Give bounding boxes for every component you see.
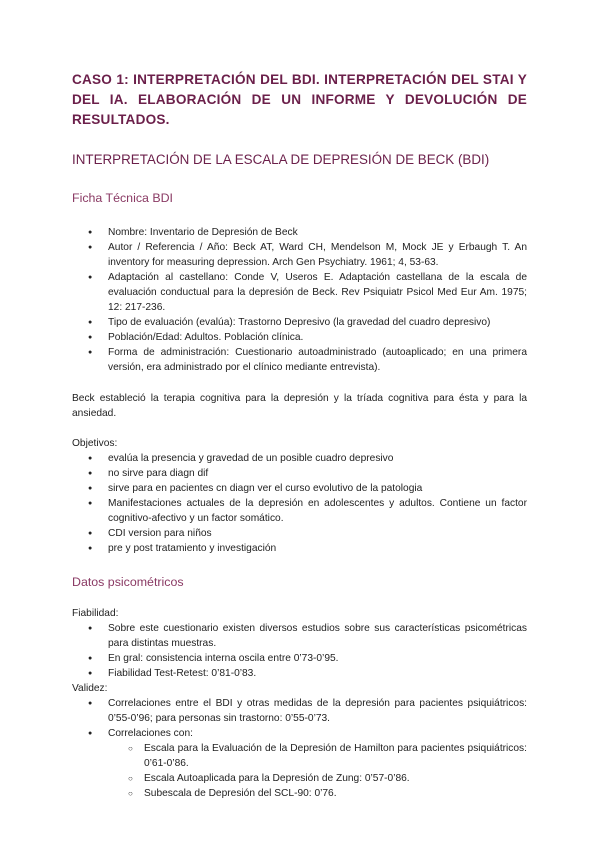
list-item: ● Nombre: Inventario de Depresión de Beck <box>72 225 527 240</box>
list-item: ● Población/Edad: Adultos. Población clínica. <box>72 330 527 345</box>
list-item: ● sirve para en pacientes cn diagn ver el curso evolutivo de la patologia <box>72 481 527 496</box>
objetivos-label: Objetivos: <box>72 438 118 449</box>
fiabilidad-list <box>72 621 527 681</box>
list-item: ● pre y post tratamiento y investigación <box>72 541 527 556</box>
list-item: ● CDI version para niños <box>72 526 527 541</box>
list-item: ● Correlaciones entre el BDI y otras medidas de la depresión para pacientes psiquiátricos: 0’55-0’96; para personas sin trastorno: 0’55-0’73. <box>72 696 527 726</box>
validez-label: Validez: <box>72 683 108 694</box>
beck-paragraph: Beck estableció la terapia cognitiva para la depresión y la tríada cognitiva para ésta y para la ansiedad. <box>72 393 527 419</box>
section-title: INTERPRETACIÓN DE LA ESCALA DE DEPRESIÓN DE BECK (BDI) <box>72 152 490 167</box>
case-title: CASO 1: INTERPRETACIÓN DEL BDI. INTERPRETACIÓN DEL STAI Y DEL IA. ELABORACIÓN DE UN INFORME Y DEVOLUCIÓN DE RESULTADOS. <box>72 72 527 127</box>
list-item: ● Correlaciones con: <box>72 726 527 741</box>
list-item: ● Tipo de evaluación (evalúa): Trastorno Depresivo (la gravedad del cuadro depresivo) <box>72 315 527 330</box>
list-item: ● Sobre este cuestionario existen diversos estudios sobre sus características psicométricas para distintas muestras. <box>72 621 527 651</box>
document-content <box>72 70 527 801</box>
list-item: ○ Escala para la Evaluación de la Depresión de Hamilton para pacientes psiquiátricos: 0’61-0’86. <box>72 741 527 771</box>
correlaciones-list <box>72 741 527 801</box>
list-item: ○ Subescala de Depresión del SCL-90: 0’76. <box>72 786 527 801</box>
list-item: ● En gral: consistencia interna oscila entre 0’73-0’95. <box>72 651 527 666</box>
list-item: ● evalúa la presencia y gravedad de un posible cuadro depresivo <box>72 451 527 466</box>
list-item: ● Fiabilidad Test-Retest: 0’81-0’83. <box>72 666 527 681</box>
ficha-heading: Ficha Técnica BDI <box>72 191 174 205</box>
list-item: ● Adaptación al castellano: Conde V, Useros E. Adaptación castellana de la escala de evaluación conductual para la depresión de Beck. Rev Psiquiatr Psicol Med Eur Am. 1975; 12: 217-236. <box>72 270 527 315</box>
list-item: ● Forma de administración: Cuestionario autoadministrado (autoaplicado; en una primera versión, era administrado por el clínico mediante entrevista). <box>72 345 527 375</box>
objetivos-list <box>72 451 527 556</box>
psico-heading: Datos psicométricos <box>72 575 184 589</box>
list-item: ● no sirve para diagn dif <box>72 466 527 481</box>
list-item: ● Manifestaciones actuales de la depresión en adolescentes y adultos. Contiene un factor cognitivo-afectivo y un factor somático. <box>72 496 527 526</box>
validez-list <box>72 696 527 741</box>
list-item: ● Autor / Referencia / Año: Beck AT, Ward CH, Mendelson M, Mock JE y Erbaugh T. An inventory for measuring depression. Arch Gen Psychiatry. 1961; 4, 53-63. <box>72 240 527 270</box>
ficha-list <box>72 225 527 375</box>
fiabilidad-label: Fiabilidad: <box>72 608 119 619</box>
list-item: ○ Escala Autoaplicada para la Depresión de Zung: 0’57-0’86. <box>72 771 527 786</box>
